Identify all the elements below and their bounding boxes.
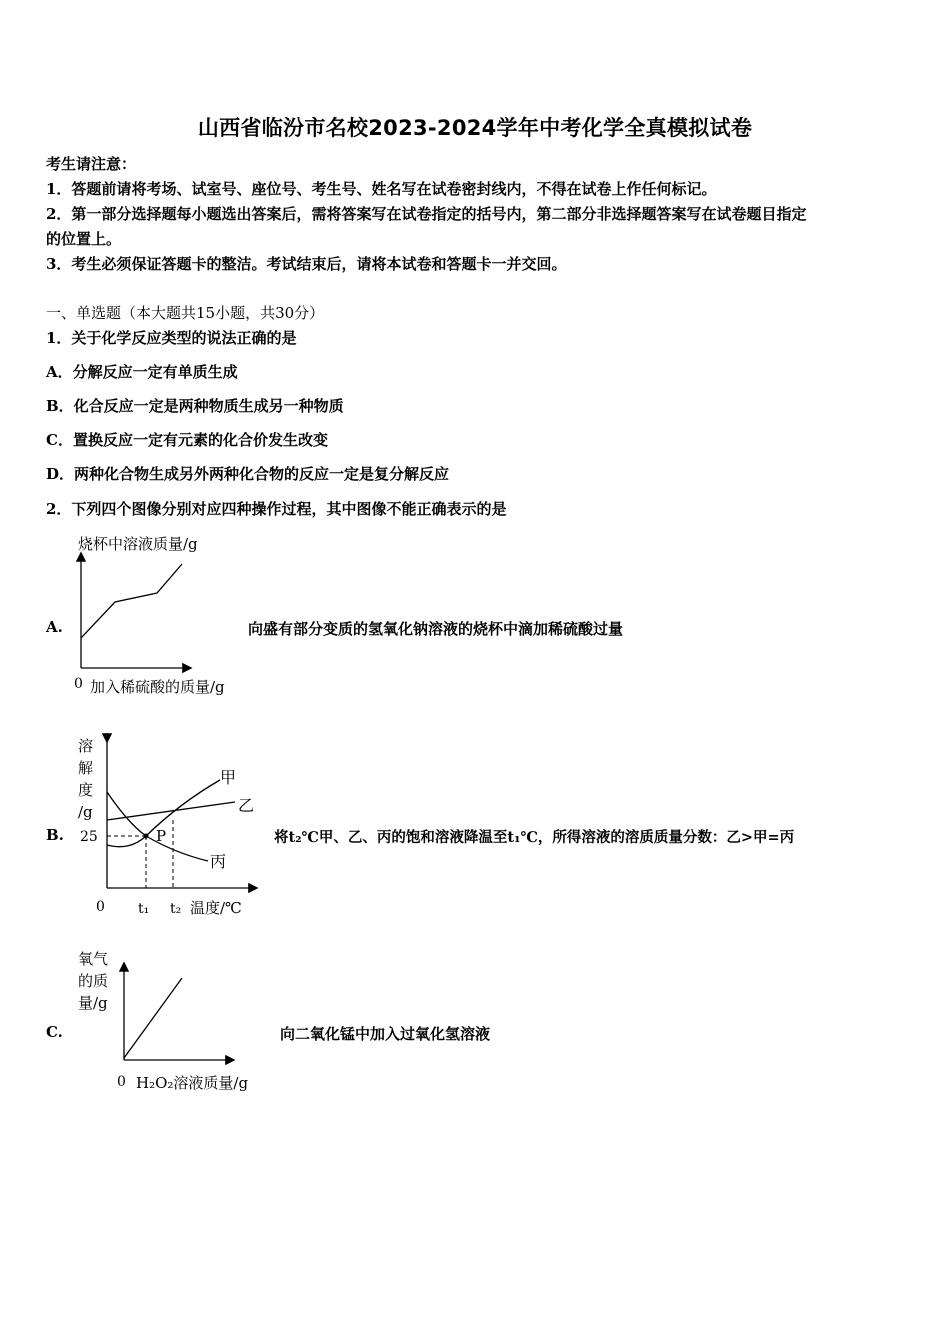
graph-a — [70, 530, 270, 700]
graph-b-point-label: P — [156, 827, 167, 845]
q2-option-b-desc: 将t₂℃甲、乙、丙的饱和溶液降温至t₁℃，所得溶液的溶质质量分数：乙>甲=丙 — [274, 829, 795, 846]
graph-b-y-label-2: 解 — [78, 759, 94, 777]
question-1-stem: 1．关于化学反应类型的说法正确的是 — [46, 329, 297, 347]
q2-option-b-letter: B. — [46, 826, 64, 844]
section-heading: 一、单选题（本大题共15小题，共30分） — [46, 304, 325, 322]
graph-b-y-25: 25 — [80, 829, 98, 845]
graph-b-x-label: 温度/℃ — [190, 899, 242, 917]
notice-item: 1．答题前请将考场、试室号、座位号、考生号、姓名写在试卷密封线内，不得在试卷上作任何标记。 — [46, 180, 717, 198]
graph-a-origin: 0 — [74, 676, 83, 692]
graph-b-label-yi: 乙 — [238, 796, 255, 815]
graph-c-x-label: H₂O₂溶液质量/g — [136, 1074, 249, 1092]
graph-a-curve — [81, 564, 182, 638]
q2-option-a-desc: 向盛有部分变质的氢氧化钠溶液的烧杯中滴加稀硫酸过量 — [248, 620, 624, 638]
graph-c-origin: 0 — [117, 1074, 126, 1090]
question-2-stem: 2．下列四个图像分别对应四种操作过程，其中图像不能正确表示的是 — [46, 500, 507, 518]
q1-option-c: C．置换反应一定有元素的化合价发生改变 — [46, 431, 328, 449]
q1-option-a: A．分解反应一定有单质生成 — [46, 363, 238, 381]
graph-a-x-label: 加入稀硫酸的质量/g — [90, 678, 225, 696]
graph-b-label-bing: 丙 — [210, 852, 227, 871]
notice-heading: 考生请注意： — [46, 155, 137, 173]
graph-b — [70, 733, 270, 923]
point-p — [144, 834, 149, 839]
q2-option-c-letter: C. — [46, 1023, 63, 1041]
graph-b-t1: t₁ — [138, 901, 150, 917]
graph-b-y-label-1: 溶 — [78, 737, 94, 755]
graph-a-y-label: 烧杯中溶液质量/g — [78, 535, 198, 553]
q2-option-a-letter: A. — [46, 618, 63, 636]
graph-b-y-label-3: 度 — [78, 781, 94, 799]
q1-option-b: B．化合反应一定是两种物质生成另一种物质 — [46, 397, 344, 415]
graph-b-y-label-4: /g — [78, 803, 93, 821]
notice-item: 3．考生必须保证答题卡的整洁。考试结束后，请将本试卷和答题卡一并交回。 — [46, 255, 567, 273]
graph-c-y-label-2: 的质 — [78, 972, 109, 990]
graph-c-y-label-1: 氧气 — [78, 950, 109, 968]
graph-b-label-jia: 甲 — [220, 768, 237, 787]
graph-c-y-label-3: 量/g — [78, 994, 108, 1012]
notice-item: 2．第一部分选择题每小题选出答案后，需将答案写在试卷指定的括号内，第二部分非选择题答案写在试卷题目指定 — [46, 205, 807, 223]
notice-item: 的位置上。 — [46, 230, 122, 248]
graph-b-t2: t₂ — [170, 901, 182, 917]
q1-option-d: D．两种化合物生成另外两种化合物的反应一定是复分解反应 — [46, 465, 450, 483]
q2-option-c-desc: 向二氧化锰中加入过氧化氢溶液 — [280, 1025, 491, 1043]
page-title: 山西省临汾市名校2023-2024学年中考化学全真模拟试卷 — [197, 116, 753, 140]
graph-c — [70, 940, 270, 1100]
graph-b-origin: 0 — [96, 899, 105, 915]
graph-c-curve — [124, 978, 182, 1058]
